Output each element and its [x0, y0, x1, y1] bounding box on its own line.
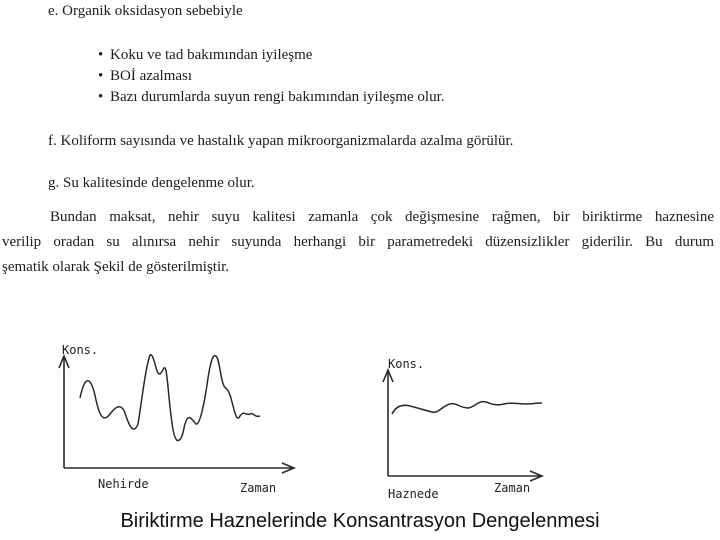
left-graph-name: Nehirde	[98, 477, 149, 491]
bullet-item	[98, 67, 192, 85]
river-concentration-graph	[50, 330, 300, 500]
item-g-stabilization: g. Su kalitesinde dengelenme olur.	[48, 175, 255, 191]
bullet-item	[98, 46, 312, 64]
bullet-dot: •	[98, 47, 104, 63]
paragraph-line-2: verilip oradan su alınırsa nehir suyunda herhangi bir parametredeki düzensizlikler giderilir. Bu durum	[2, 234, 714, 250]
right-xlabel: Zaman	[494, 481, 531, 495]
right-ylabel: Kons.	[388, 357, 425, 371]
bullet-text: BOİ azalması	[110, 68, 193, 84]
reservoir-concentration-curve	[392, 402, 542, 414]
bullet-text: Koku ve tad bakımından iyileşme	[110, 47, 313, 63]
paragraph-line-1: Bundan maksat, nehir suyu kalitesi zamanla çok değişmesine rağmen, bir biriktirme haznesine	[50, 209, 714, 225]
bullet-text: Bazı durumlarda suyun rengi bakımından iyileşme olur.	[110, 89, 445, 105]
bullet-dot: •	[98, 89, 104, 105]
left-xlabel: Zaman	[240, 481, 277, 495]
item-f-coliform: f. Koliform sayısında ve hastalık yapan mikroorganizmalarda azalma görülür.	[48, 133, 514, 149]
figure-caption: Biriktirme Haznelerinde Konsantrasyon Dengelenmesi	[120, 510, 600, 532]
bullet-item	[98, 88, 445, 106]
river-concentration-curve	[80, 355, 260, 441]
left-ylabel: Kons.	[62, 343, 99, 357]
right-graph-name: Haznede	[388, 487, 439, 501]
heading-organic-oxidation: e. Organik oksidasyon sebebiyle	[48, 3, 243, 19]
paragraph-line-3: şematik olarak Şekil de gösterilmiştir.	[2, 259, 230, 275]
bullet-dot: •	[98, 68, 104, 84]
reservoir-concentration-graph	[372, 340, 552, 505]
